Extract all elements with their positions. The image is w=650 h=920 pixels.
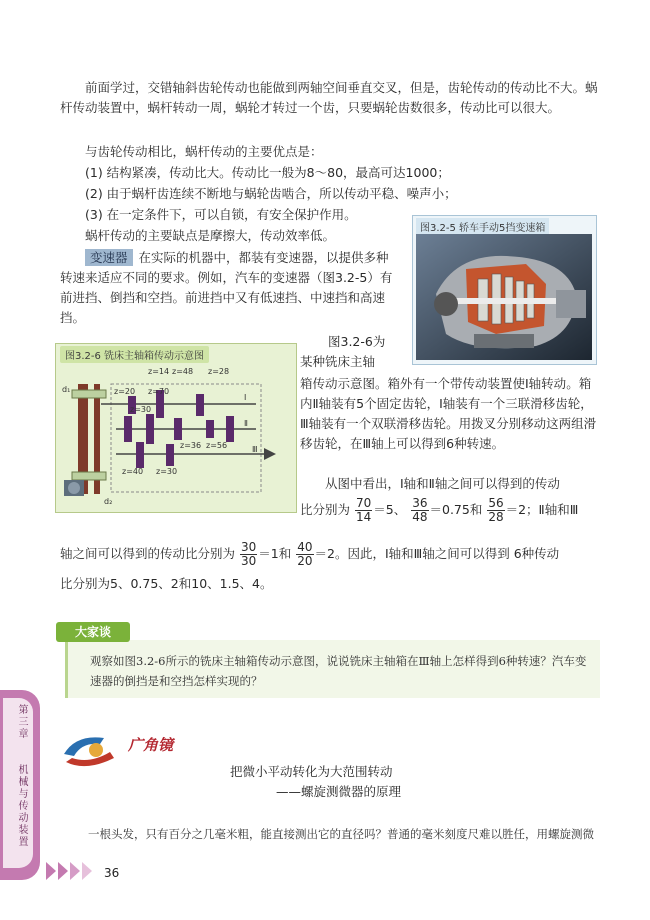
ratio-fraction-4: $\frac{30}{30}$ (241, 540, 257, 568)
ratio-summary: 比分别为5、0.75、2和10、1.5、4。 (60, 576, 273, 591)
label-z20: z=20 (114, 387, 136, 396)
label-z28: z=28 (208, 367, 230, 376)
figure-3-2-5 (412, 215, 597, 365)
wide-angle-text: 一根头发，只有百分之几毫米粗，能直接测出它的直径吗？普通的毫米刻度尺难以胜任，用螺旋测微 (88, 827, 594, 841)
figure-caption: 图3.2-6 铣床主轴箱传动示意图 (60, 346, 209, 363)
wide-angle-label: 广角镜 (128, 736, 174, 754)
label-d1: d₁ (62, 385, 71, 394)
label-shaft-1: Ⅰ (244, 393, 247, 402)
figure-ref-2: 某种铣床主轴 (300, 354, 376, 369)
label-z56: z=56 (206, 441, 228, 450)
label-z40: z=40 (122, 467, 144, 476)
figure-caption: 图3.2-5 轿车手动5挡变速箱 (416, 218, 549, 235)
wide-angle-subtitle: ——螺旋测微器的原理 (276, 784, 402, 799)
advantage-item-1: (1) 结构紧凑，传动比大。传动比一般为8～80，最高可达1000； (85, 165, 450, 180)
wide-angle-title: 把微小平动转化为大范围转动 (230, 764, 393, 779)
ratio-fraction-1: $\frac{70}{14}$ (356, 496, 372, 524)
label-z36: z=36 (180, 441, 202, 450)
ratio-line-1: 比分别为 $\frac{70}{14}$ ＝5、 $\frac{36}{48}$ ＝0.75和 $\frac{56}{28}$ ＝2；Ⅱ轴和Ⅲ (300, 496, 579, 524)
ratio-fraction-3: $\frac{56}{28}$ (488, 496, 504, 524)
label-z70: z=70 (148, 387, 170, 396)
figure-ref-1: 图3.2-6为 (328, 334, 386, 349)
gearbox-paragraph (60, 248, 400, 328)
label-shaft-2: Ⅱ (244, 419, 248, 428)
label-z30b: z=30 (156, 467, 178, 476)
chapter-title: 机械与传动装置 (16, 764, 27, 848)
page-arrows-icon (46, 860, 106, 882)
intro-paragraph: 前面学过，交错轴斜齿轮传动也能做到两轴空间垂直交叉，但是，齿轮传动的传动比不大。蜗杆传动装置中，蜗杆转动一周，蜗轮才转过一个齿，只要蜗轮齿数很多，传动比可以很大。 (60, 80, 598, 115)
advantages-intro: 与齿轮传动相比，蜗杆传动的主要优点是： (85, 144, 323, 159)
figure-3-2-6 (55, 343, 297, 513)
ratio-fraction-2: $\frac{36}{48}$ (412, 496, 428, 524)
ratio-intro: 从图中看出，Ⅰ轴和Ⅱ轴之间可以得到的传动 (325, 476, 560, 491)
chapter-number: 第三章 (16, 704, 27, 740)
advantage-item-2: (2) 由于蜗杆齿连续不断地与蜗轮齿啮合，所以传动平稳、噪声小； (85, 186, 457, 201)
spindle-description: 箱传动示意图。箱外有一个带传动装置使Ⅰ轴转动。箱内Ⅱ轴装有5个固定齿轮，Ⅰ轴装有一个三联滑移齿轮，Ⅲ轴装有一个双联滑移齿轮。用拨叉分别移动这两组滑移齿轮，在Ⅲ轴上可以得到6种转速。 (300, 376, 597, 451)
label-z30a: z=30 (130, 405, 152, 414)
ratio-line-2: 轴之间可以得到的传动比分别为 $\frac{30}{30}$ ＝1和 $\frac{40}{20}$ ＝2。因此，Ⅰ轴和Ⅲ轴之间可以得到 6种传动 (60, 540, 560, 568)
label-shaft-3: Ⅲ (252, 445, 258, 454)
keyword-gearbox: 变速器 (85, 249, 133, 266)
gearbox-text: 在实际的机器中，都装有变速器，以提供多种转速来适应不同的要求。例如，汽车的变速器（图3.2-5）有前进挡、倒挡和空挡。前进挡中又有低速挡、中速挡和高速挡。 (60, 250, 393, 325)
advantage-item-3: (3) 在一定条件下，可以自锁，有安全保护作用。 (85, 207, 357, 222)
page-number: 36 (104, 866, 120, 880)
disadvantages: 蜗杆传动的主要缺点是摩擦大，传动效率低。 (85, 228, 336, 243)
label-z48: z=48 (172, 367, 194, 376)
gearbox-photo (416, 234, 592, 360)
discussion-text: 观察如图3.2-6所示的铣床主轴箱传动示意图，说说铣床主轴箱在Ⅲ轴上怎样得到6种转速？汽车变速器的倒挡是和空挡怎样实现的？ (90, 654, 587, 688)
ratio-fraction-5: $\frac{40}{20}$ (297, 540, 313, 568)
discussion-heading: 大家谈 (56, 622, 130, 642)
chapter-side-tab (0, 690, 40, 880)
label-z14: z=14 (148, 367, 170, 376)
label-d2: d₂ (104, 497, 113, 506)
spindle-diagram (56, 344, 296, 512)
